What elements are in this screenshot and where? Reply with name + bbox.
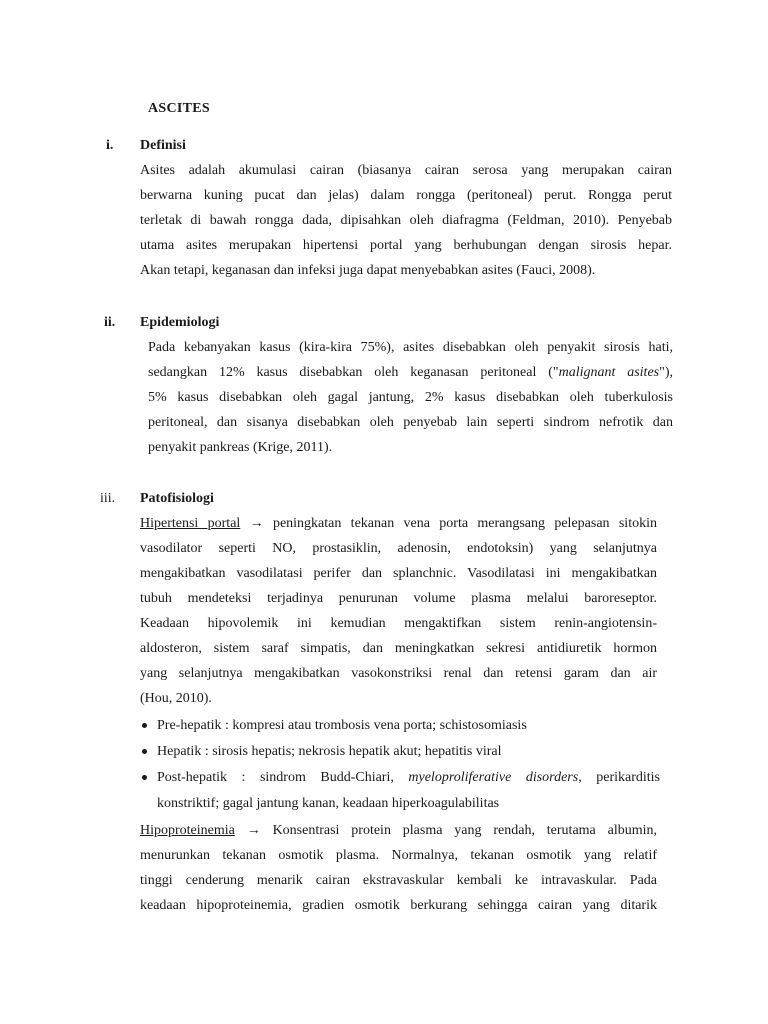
text-segment: → Konsentrasi protein plasma yang rendah, terutama albumin,	[234, 823, 657, 838]
text-line: (Hou, 2010).	[140, 691, 212, 706]
text-line: peritoneal, dan sisanya disebabkan oleh penyebab lain seperti sindrom nefrotik dan	[148, 415, 673, 430]
italic-term: malignant asites	[558, 365, 660, 380]
bullet-icon	[142, 723, 147, 728]
text-line: aldosteron, sistem saraf simpatis, dan meningkatkan sekresi antidiuretik hormon	[140, 641, 657, 656]
list-item	[140, 739, 660, 765]
text-line: vasodilator seperti NO, prostasiklin, adenosin, endotoksin) yang selanjutnya	[140, 541, 657, 556]
text-line: mengakibatkan vasodilatasi perifer dan splanchnic. Vasodilatasi ini mengakibatkan	[140, 566, 657, 581]
text-segment: sedangkan 12% kasus disebabkan oleh keganasan peritoneal ("	[148, 365, 559, 380]
text-line: Pada kebanyakan kasus (kira-kira 75%), asites disebabkan oleh penyakit sirosis hati,	[148, 340, 673, 355]
text-line: tinggi cenderung menarik cairan ekstravaskular kembali ke intravaskular. Pada	[140, 873, 657, 888]
text-line: keadaan hipoproteinemia, gradien osmotik berkurang sehingga cairan yang ditarik	[140, 898, 657, 913]
text-segment: "),	[659, 365, 673, 380]
text-line	[157, 765, 660, 791]
hipertensi-portal-term: Hipertensi portal	[140, 516, 241, 531]
text-line: Akan tetapi, keganasan dan infeksi juga dapat menyebabkan asites (Fauci, 2008).	[140, 263, 596, 278]
text-line: Keadaan hipovolemik ini kemudian mengaktifkan sistem renin-angiotensin-	[140, 616, 657, 631]
section-heading-patofisiologi: Patofisiologi	[140, 491, 214, 506]
list-item	[140, 713, 660, 739]
section-numeral: iii.	[100, 491, 116, 506]
text-line: utama asites merupakan hipertensi portal yang berhubungan dengan sirosis hepar.	[140, 238, 672, 253]
hipoproteinemia-term: Hipoproteinemia	[140, 823, 235, 838]
list-item-text: Pre-hepatik : kompresi atau trombosis vena porta; schistosomiasis	[157, 718, 527, 733]
text-line	[140, 818, 657, 843]
definisi-paragraph	[140, 158, 672, 283]
bullet-icon	[142, 749, 147, 754]
text-line: yang selanjutnya mengakibatkan vasokonstriksi renal dan retensi garam dan air	[140, 666, 657, 681]
document-title: ASCITES	[148, 101, 211, 116]
hipoproteinemia-paragraph	[140, 818, 657, 918]
epidemiologi-paragraph	[148, 335, 673, 460]
list-item	[140, 765, 660, 817]
text-line: berwarna kuning pucat dan jelas) dalam rongga (peritoneal) perut. Rongga perut	[140, 188, 672, 203]
text-line: tubuh mendeteksi terjadinya penurunan volume plasma melalui baroreseptor.	[140, 591, 657, 606]
text-segment: Post-hepatik : sindrom Budd-Chiari,	[157, 770, 409, 785]
section-heading-epidemiologi: Epidemiologi	[140, 315, 220, 330]
bullet-icon	[142, 775, 147, 780]
list-item-text: Hepatik : sirosis hepatis; nekrosis hepatik akut; hepatitis viral	[157, 744, 502, 759]
cause-list	[140, 713, 660, 817]
text-line: konstriktif; gagal jantung kanan, keadaan hiperkoagulabilitas	[157, 796, 500, 811]
text-line	[140, 511, 657, 536]
text-line: 5% kasus disebabkan oleh gagal jantung, 2% kasus disebabkan oleh tuberkulosis	[148, 390, 673, 405]
text-line: terletak di bawah rongga dada, dipisahkan oleh diafragma (Feldman, 2010). Penyebab	[140, 213, 672, 228]
text-segment: , perikarditis	[578, 770, 660, 785]
text-segment: → peningkatan tekanan vena porta merangsang pelepasan sitokin	[240, 516, 657, 531]
text-line: menurunkan tekanan osmotik plasma. Normalnya, tekanan osmotik yang relatif	[140, 848, 657, 863]
text-line	[148, 360, 673, 385]
section-numeral: ii.	[104, 315, 116, 330]
italic-term: myeloproliferative disorders	[408, 770, 579, 785]
hipertensi-paragraph	[140, 511, 657, 711]
section-heading-definisi: Definisi	[140, 138, 186, 153]
section-numeral: i.	[106, 138, 114, 153]
text-line: Asites adalah akumulasi cairan (biasanya cairan serosa yang merupakan cairan	[140, 163, 672, 178]
text-line: penyakit pankreas (Krige, 2011).	[148, 440, 333, 455]
